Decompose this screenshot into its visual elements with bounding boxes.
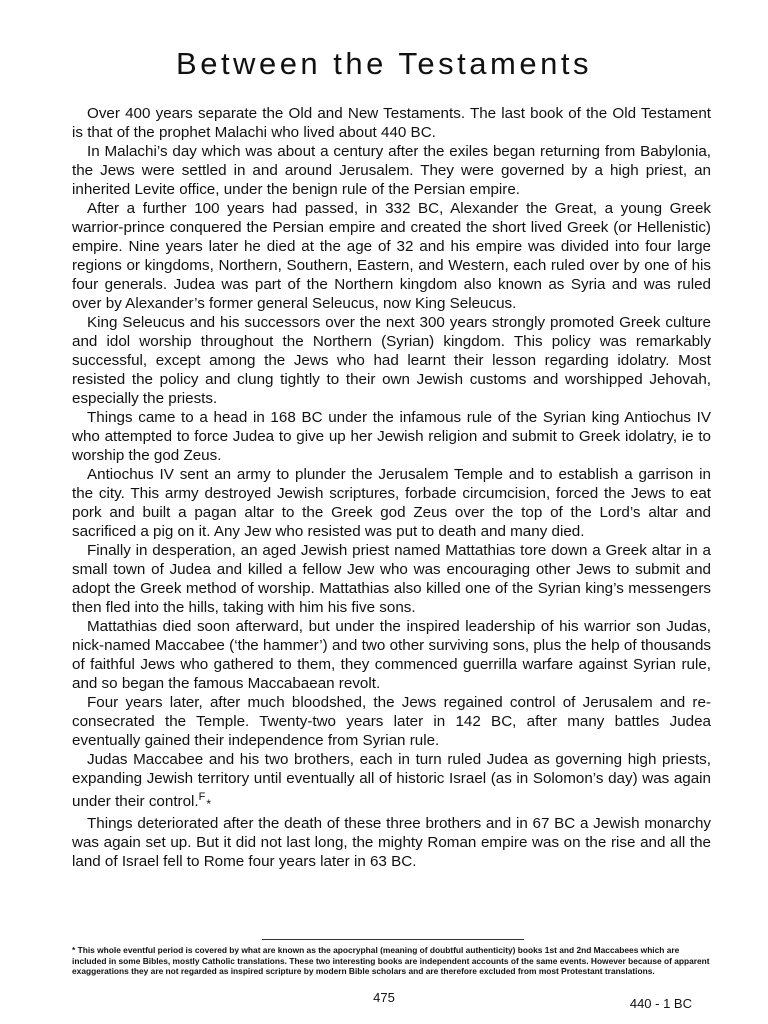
paragraph: Antiochus IV sent an army to plunder the Jerusalem Temple and to establish a garrison in the city. This army destroyed Jewish scriptures, forbade circumcision, forced the Jews to eat pork and built a pagan altar to the Greek god Zeus over the top of the Lord’s altar and sacrificed a pig on it. Any Jew who resisted was put to death and many died. <box>72 466 711 540</box>
footnote-divider <box>262 939 524 940</box>
paragraph-text: Judas Maccabee and his two brothers, each in turn ruled Judea as governing high priests, expanding Jewish territory until eventually all of historic Israel (as in Solomon’s day) was again under their control. <box>72 751 711 810</box>
page-number: 475 <box>373 990 395 1005</box>
paragraph: Things deteriorated after the death of these three brothers and in 67 BC a Jewish monarchy was again set up. But it did not last long, the mighty Roman empire was on the rise and all the land of Israel fell to Rome four years later in 63 BC. <box>72 815 711 870</box>
paragraph: King Seleucus and his successors over the next 300 years strongly promoted Greek culture and idol worship throughout the Northern (Syrian) kingdom. This policy was remarkably successful, except among the Jews who had learnt their lesson regarding idolatry. Most resisted the policy and clung tightly to their own Jewish customs and worshipped Jehovah, especially the priests. <box>72 314 711 407</box>
paragraph: After a further 100 years had passed, in 332 BC, Alexander the Great, a young Greek warrior-prince conquered the Persian empire and created the short lived Greek (or Hellenistic) empire. Nine years later he died at the age of 32 and his empire was divided into four large regions or kingdoms, Northern, Southern, Eastern, and Western, each ruled over by one of his four generals. Judea was part of the Northern kingdom also known as Syria and was ruled over by Alexander’s former general Seleucus, now King Seleucus. <box>72 200 711 312</box>
footnote-star: * <box>206 797 212 811</box>
page-title: Between the Testaments <box>176 46 592 81</box>
footnote-marker: F <box>198 791 206 803</box>
paragraph: Mattathias died soon afterward, but under the inspired leadership of his warrior son Judas, nick-named Maccabee (‘the hammer’) and two other surviving sons, plus the help of thousands of faithful Jews who gathered to them, they commenced guerrilla warfare against Syrian rule, and so began the famous Maccabaean revolt. <box>72 618 711 692</box>
paragraph: Over 400 years separate the Old and New Testaments. The last book of the Old Testament is that of the prophet Malachi who lived about 440 BC. <box>72 105 711 141</box>
paragraph: Four years later, after much bloodshed, the Jews regained control of Jerusalem and re-consecrated the Temple. Twenty-two years later in 142 BC, after many battles Judea eventually gained their independence from Syrian rule. <box>72 694 711 749</box>
page-range: 440 - 1 BC <box>629 996 692 1011</box>
paragraph-with-footnote <box>72 750 711 814</box>
footnote-text: * This whole eventful period is covered by what are known as the apocryphal (meaning of doubtful authenticity) books 1st and 2nd Maccabees which are included in some Bibles, mostly Catholic translations. These two interesting books are independent accounts of the same events. However because of apparent exaggerations they are not regarded as inspired scripture by modern Bible scholars and are therefore excluded from most Protestant translations. <box>72 945 710 976</box>
paragraph: In Malachi’s day which was about a century after the exiles began returning from Babylonia, the Jews were settled in and around Jerusalem. They were governed by a high priest, an inherited Levite office, under the benign rule of the Persian empire. <box>72 143 711 198</box>
body-text <box>72 104 711 871</box>
paragraph: Finally in desperation, an aged Jewish priest named Mattathias tore down a Greek altar in a small town of Judea and killed a fellow Jew who was encouraging other Jews to submit and adopt the Greek method of worship. Mattathias also killed one of the Syrian king’s messengers then fled into the hills, taking with him his five sons. <box>72 542 711 616</box>
paragraph: Things came to a head in 168 BC under the infamous rule of the Syrian king Antiochus IV who attempted to force Judea to give up her Jewish religion and submit to Greek idolatry, ie to worship the god Zeus. <box>72 409 711 464</box>
